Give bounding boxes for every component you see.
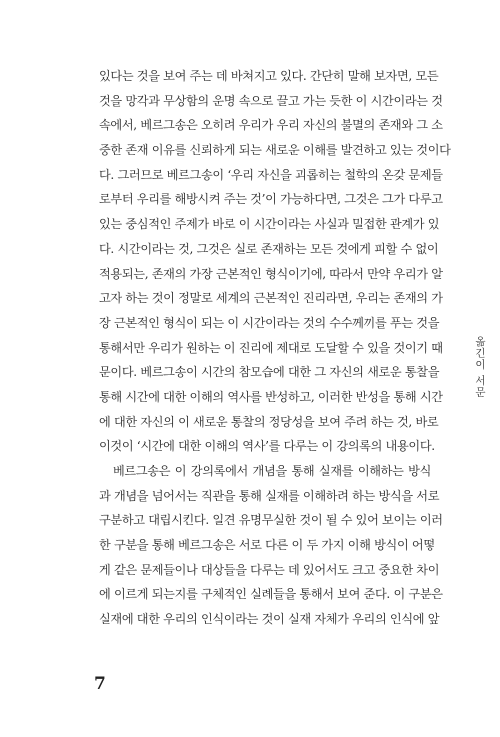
text-line: 구분하고 대립시킨다. 일견 유명무실한 것이 될 수 있어 보이는 이러 — [99, 513, 443, 528]
text-line: 있는 중심적인 주제가 바로 이 시간이라는 사실과 밀접한 관계가 있 — [99, 217, 440, 232]
text-line: 것을 망각과 무상함의 운명 속으로 끌고 가는 듯한 이 시간이라는 것 — [99, 93, 443, 108]
text-line: 에 대한 자신의 이 새로운 통찰의 정당성을 보여 주려 하는 것, 바로 — [99, 414, 439, 429]
text-line: 로부터 우리를 해방시켜 주는 것’이 가능하다면, 그것은 그가 다루고 — [99, 192, 443, 207]
running-head: 옮긴이 서문 — [474, 336, 486, 398]
text-line: 다. 시간이라는 것, 그것은 실로 존재하는 모든 것에게 피할 수 없이 — [99, 241, 439, 256]
text-line: 속에서, 베르그송은 오히려 우리가 우리 자신의 불멸의 존재와 그 소 — [99, 118, 443, 133]
text-line: 통해서만 우리가 원하는 이 진리에 제대로 도달할 수 있을 것이기 때 — [99, 340, 443, 355]
text-line: 고자 하는 것이 정말로 세계의 근본적인 진리라면, 우리는 존재의 가 — [99, 291, 443, 306]
text-line: 통해 시간에 대한 이해의 역사를 반성하고, 이러한 반성을 통해 시간 — [99, 389, 443, 404]
text-line: 실재에 대한 우리의 인식이라는 것이 실재 자체가 우리의 인식에 앞 — [99, 612, 440, 627]
text-line: 적용되는, 존재의 가장 근본적인 형식이기에, 따라서 만약 우리가 알 — [99, 266, 443, 281]
paragraph-1 — [99, 64, 451, 459]
text-line: 장 근본적인 형식이 되는 이 시간이라는 것의 수수께끼를 푸는 것을 — [99, 315, 440, 330]
page-number: 7 — [94, 674, 106, 694]
text-line: 한 구분을 통해 베르그송은 서로 다른 이 두 가지 이해 방식이 어떻 — [99, 538, 435, 553]
text-line: 문이다. 베르그송이 시간의 참모습에 대한 그 자신의 새로운 통찰을 — [99, 365, 440, 380]
text-line: 베르그송은 이 강의록에서 개념을 통해 실재를 이해하는 방식 — [113, 464, 431, 478]
text-line: 다. 그러므로 베르그송이 ‘우리 자신을 괴롭히는 철학의 온갖 문제들 — [99, 167, 443, 182]
text-line: 중한 존재 이유를 신뢰하게 되는 새로운 이해를 발견하고 있는 것이다 — [99, 143, 451, 158]
paragraph-2 — [99, 459, 443, 632]
body-text — [99, 64, 451, 632]
text-line: 있다는 것을 보여 주는 데 바쳐지고 있다. 간단히 말해 보자면, 모든 — [99, 69, 439, 83]
text-line: 에 이르게 되는지를 구체적인 실례들을 통해서 보여 준다. 이 구분은 — [99, 587, 443, 602]
text-line: 게 같은 문제들이나 대상들을 다루는 데 있어서도 크고 중요한 차이 — [99, 562, 440, 577]
text-line: 이것이 ‘시간에 대한 이해의 역사’를 다루는 이 강의록의 내용이다. — [99, 439, 435, 454]
text-line: 과 개념을 넘어서는 직관을 통해 실재를 이해하려 하는 방식을 서로 — [99, 488, 440, 503]
